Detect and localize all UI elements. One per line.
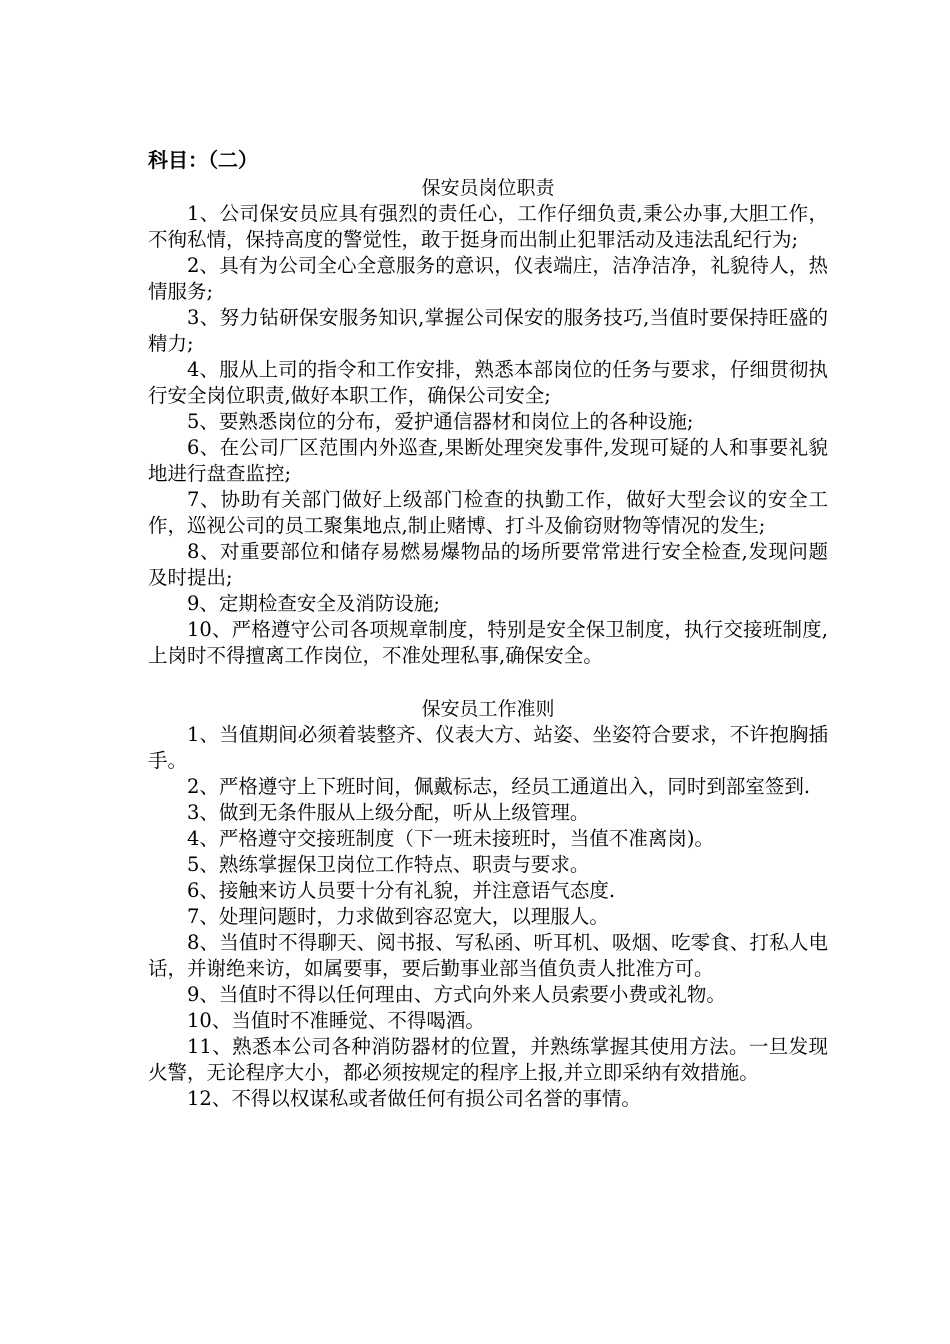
duty-item-1: 1、公司保安员应具有强烈的责任心，工作仔细负责,秉公办事,大胆工作，不徇私情，保持高度的警觉性，敢于挺身而出制止犯罪活动及违法乱纪行为;	[148, 202, 828, 251]
rule-item-11: 11、熟悉本公司各种消防器材的位置，并熟练掌握其使用方法。一旦发现火警，无论程序大小，都必须按规定的程序上报,并立即采纳有效措施。	[148, 1035, 828, 1084]
section-rules	[148, 696, 828, 1112]
subject-heading: 科目：（二）	[148, 148, 258, 172]
duty-item-8: 8、对重要部位和储存易燃易爆物品的场所要常常进行安全检查,发现问题及时提出;	[148, 540, 828, 589]
duty-item-9: 9、定期检查安全及消防设施;	[187, 592, 440, 615]
rule-item-8: 8、当值时不得聊天、阅书报、写私函、听耳机、吸烟、吃零食、打私人电话，并谢绝来访，如属要事，要后勤事业部当值负责人批准方可。	[148, 931, 828, 980]
rule-item-4: 4、严格遵守交接班制度（下一班未接班时，当值不准离岗)。	[187, 827, 715, 850]
duty-item-7: 7、协助有关部门做好上级部门检查的执勤工作，做好大型会议的安全工作，巡视公司的员工聚集地点,制止赌博、打斗及偷窃财物等情况的发生;	[148, 488, 828, 537]
section-title-duties: 保安员岗位职责	[421, 177, 555, 199]
rule-item-5: 5、熟练掌握保卫岗位工作特点、职责与要求。	[187, 853, 590, 876]
duty-item-2: 2、具有为公司全心全意服务的意识，仪表端庄，洁净洁净，礼貌待人，热情服务;	[148, 254, 828, 303]
duty-item-3: 3、努力钻研保安服务知识,掌握公司保安的服务技巧,当值时要保持旺盛的精力;	[148, 306, 828, 355]
section-duties	[148, 175, 828, 669]
section-title-rules: 保安员工作准则	[421, 698, 555, 720]
rule-item-2: 2、严格遵守上下班时间，佩戴标志，经员工通道出入，同时到部室签到.	[187, 775, 811, 798]
duty-item-4: 4、服从上司的指令和工作安排，熟悉本部岗位的任务与要求，仔细贯彻执行安全岗位职责,做好本职工作，确保公司安全;	[148, 358, 828, 407]
section-spacer	[148, 669, 828, 696]
rule-item-6: 6、接触来访人员要十分有礼貌，并注意语气态度.	[187, 879, 616, 902]
rule-item-9: 9、当值时不得以任何理由、方式向外来人员索要小费或礼物。	[187, 983, 726, 1006]
duty-item-10: 10、严格遵守公司各项规章制度，特别是安全保卫制度，执行交接班制度,上岗时不得擅离工作岗位，不准处理私事,确保安全。	[148, 618, 828, 667]
duty-item-6: 6、在公司厂区范围内外巡查,果断处理突发事件,发现可疑的人和事要礼貌地进行盘查监控;	[148, 436, 828, 485]
rule-item-12: 12、不得以权谋私或者做任何有损公司名誉的事情。	[187, 1087, 641, 1110]
rule-item-3: 3、做到无条件服从上级分配，听从上级管理。	[187, 801, 590, 824]
duty-item-5: 5、要熟悉岗位的分布，爱护通信器材和岗位上的各种设施;	[187, 410, 694, 433]
rule-item-1: 1、当值期间必须着装整齐、仪表大方、站姿、坐姿符合要求，不许抱胸插手。	[148, 723, 828, 772]
rule-item-7: 7、处理问题时，力求做到容忍宽大，以理服人。	[187, 905, 609, 928]
rule-item-10: 10、当值时不准睡觉、不得喝酒。	[187, 1009, 485, 1032]
document-page	[148, 145, 828, 1112]
